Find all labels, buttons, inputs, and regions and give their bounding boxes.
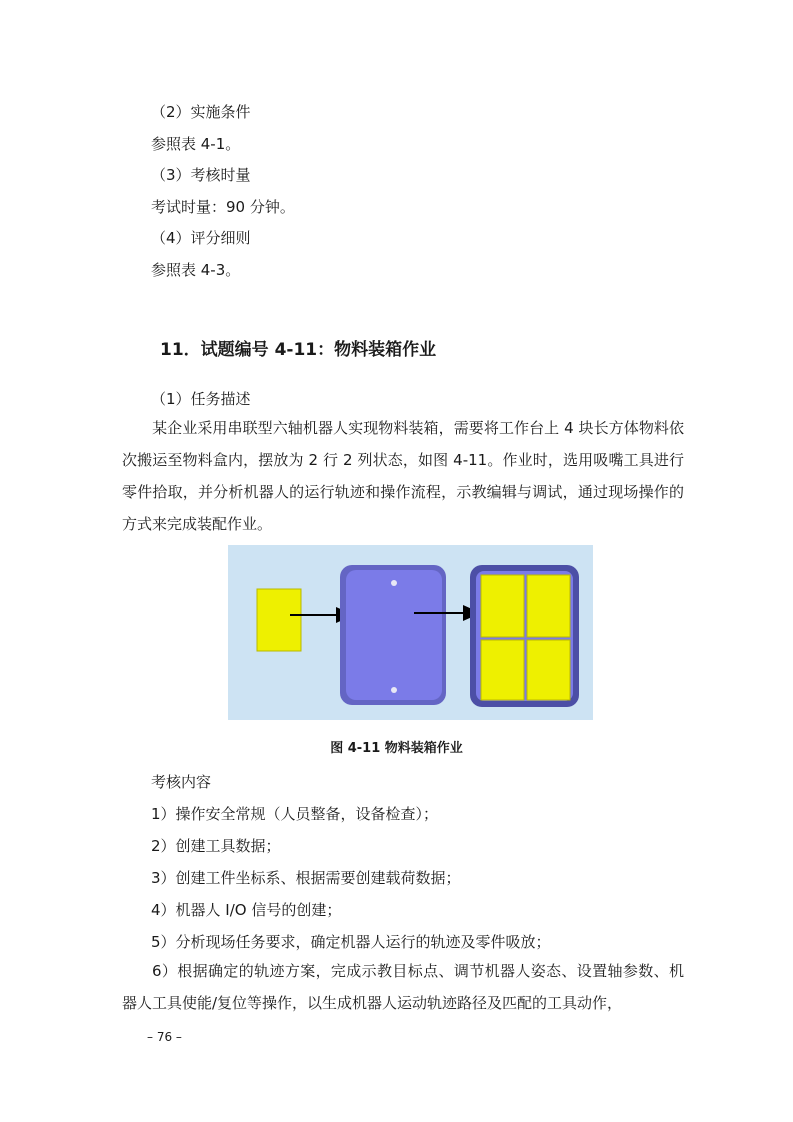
list-item: 2）创建工具数据； xyxy=(151,837,281,855)
list-item: 3）创建工件坐标系、根据需要创建载荷数据； xyxy=(151,869,461,887)
packed-block-4 xyxy=(527,640,570,700)
task-paragraph xyxy=(122,412,684,540)
figure-drawing xyxy=(228,545,593,720)
list-item: 4）机器人 I/O 信号的创建； xyxy=(151,901,342,919)
list-item-6-text: 6）根据确定的轨迹方案，完成示教目标点、调节机器人姿态、设置轴参数、机器人工具使能/复位等操作，以生成机器人运动轨迹路径及匹配的工具动作， xyxy=(122,962,684,1012)
middle-tray xyxy=(346,570,442,700)
line-1: （2）实施条件 xyxy=(151,103,251,121)
line-6: 参照表 4-3。 xyxy=(151,261,241,279)
tray-hole-top xyxy=(391,580,397,586)
list-item-6 xyxy=(122,955,684,1019)
packed-block-1 xyxy=(481,575,524,637)
page-number: – 76 – xyxy=(147,1030,182,1044)
figure xyxy=(228,545,593,720)
list-item: 1）操作安全常规（人员整备，设备检查）； xyxy=(151,805,439,823)
packed-block-2 xyxy=(527,575,570,637)
line-5: （4）评分细则 xyxy=(151,229,251,247)
line-4: 考试时量：90 分钟。 xyxy=(151,198,295,216)
line-3: （3）考核时量 xyxy=(151,166,251,184)
task-title: （1）任务描述 xyxy=(151,390,251,408)
source-block xyxy=(257,589,301,651)
section-heading: 11．试题编号 4-11：物料装箱作业 xyxy=(160,340,437,360)
list-item: 5）分析现场任务要求，确定机器人运行的轨迹及零件吸放； xyxy=(151,933,551,951)
tray-hole-bottom xyxy=(391,687,397,693)
figure-caption: 图 4-11 物料装箱作业 xyxy=(330,741,463,756)
line-2: 参照表 4-1。 xyxy=(151,135,241,153)
task-paragraph-text: 某企业采用串联型六轴机器人实现物料装箱，需要将工作台上 4 块长方体物料依次搬运至物料盒内，摆放为 2 行 2 列状态，如图 4-11。作业时，选用吸嘴工具进行零件拾取，并分析机器人的运行轨迹和操作流程，示教编辑与调试，通过现场操作的方式来完成装配作业。 xyxy=(122,419,684,533)
packed-block-3 xyxy=(481,640,524,700)
content-title: 考核内容 xyxy=(151,773,212,791)
